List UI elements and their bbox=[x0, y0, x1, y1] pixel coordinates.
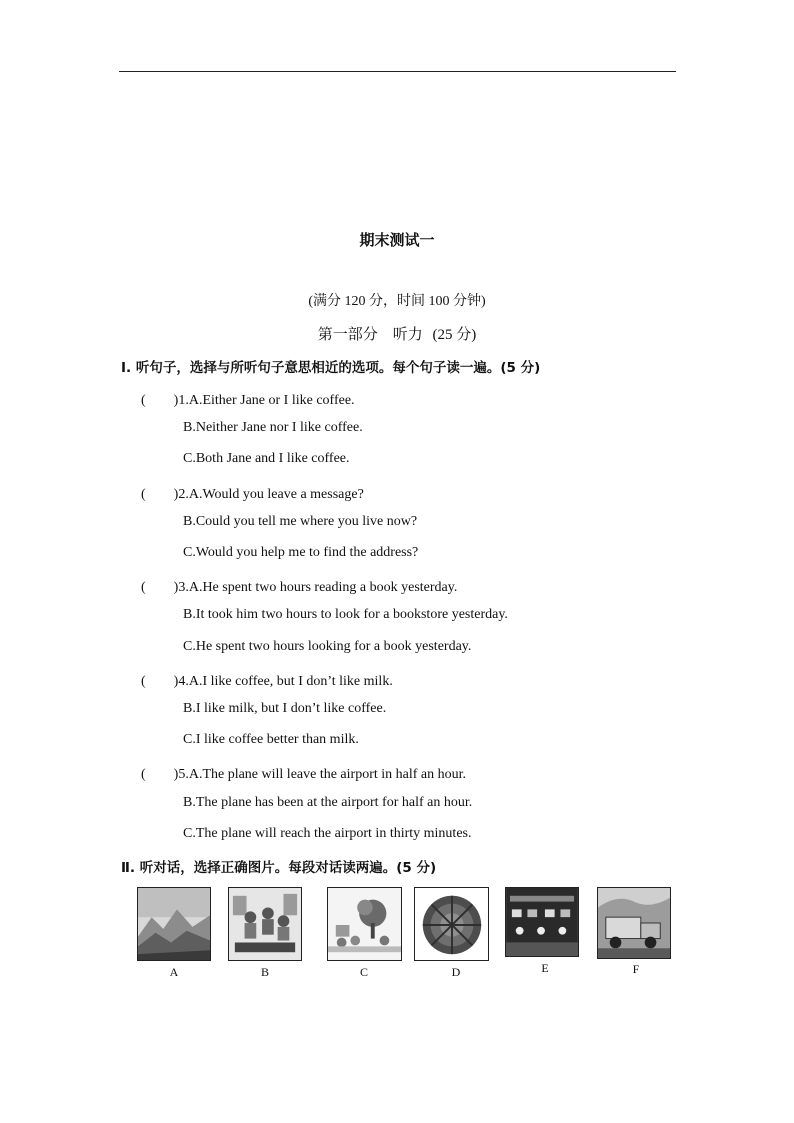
children-playing-picture[interactable] bbox=[228, 887, 302, 961]
question-3 bbox=[141, 576, 457, 596]
globe-plant-picture[interactable] bbox=[414, 887, 489, 961]
question-1 bbox=[141, 389, 355, 409]
truck-picture[interactable] bbox=[597, 887, 671, 959]
part-title: 第一部分 听力 bbox=[317, 325, 423, 343]
picture-label-f: F bbox=[632, 962, 640, 976]
section2-heading: Ⅱ. 听对话，选择正确图片。每段对话读两遍。(5 分) bbox=[121, 860, 437, 876]
question-4 bbox=[141, 670, 393, 690]
picture-label-e: E bbox=[541, 961, 549, 975]
answer-blank[interactable]: ( )1. bbox=[141, 393, 189, 408]
answer-blank[interactable]: ( )4. bbox=[141, 674, 189, 689]
option-a: A.The plane will leave the airport in half an hour. bbox=[188, 767, 467, 782]
option-b: B.It took him two hours to look for a bookstore yesterday. bbox=[183, 607, 508, 622]
option-b: B.The plane has been at the airport for half an hour. bbox=[183, 795, 473, 810]
night-street-picture[interactable] bbox=[505, 887, 579, 957]
option-c: C.Both Jane and I like coffee. bbox=[183, 451, 350, 466]
option-b: B.I like milk, but I don’t like coffee. bbox=[183, 701, 387, 716]
page-title: 期末测试一 bbox=[359, 231, 435, 249]
answer-blank[interactable]: ( )3. bbox=[141, 580, 189, 595]
picture-label-a: A bbox=[169, 965, 179, 979]
option-b: B.Neither Jane nor I like coffee. bbox=[183, 420, 363, 435]
answer-blank[interactable]: ( )5. bbox=[141, 767, 189, 782]
option-c: C.The plane will reach the airport in thirty minutes. bbox=[183, 826, 472, 841]
option-c: C.He spent two hours looking for a book yesterday. bbox=[183, 639, 472, 654]
picture-label-b: B bbox=[260, 965, 269, 979]
picture-label-c: C bbox=[359, 965, 368, 979]
option-a: A.He spent two hours reading a book yesterday. bbox=[188, 580, 458, 595]
part-score: (25 分) bbox=[432, 327, 477, 343]
question-5 bbox=[141, 763, 466, 783]
question-2 bbox=[141, 483, 364, 503]
mountains-picture[interactable] bbox=[137, 887, 211, 961]
option-a: A.I like coffee, but I don’t like milk. bbox=[188, 674, 393, 689]
option-c: C.I like coffee better than milk. bbox=[183, 732, 359, 747]
score-info: (满分 120 分，时间 100 分钟) bbox=[308, 294, 486, 309]
option-b: B.Could you tell me where you live now? bbox=[183, 514, 418, 529]
option-a: A.Either Jane or I like coffee. bbox=[188, 393, 355, 408]
header-rule bbox=[119, 71, 676, 72]
option-a: A.Would you leave a message? bbox=[188, 487, 364, 502]
answer-blank[interactable]: ( )2. bbox=[141, 487, 189, 502]
picture-label-d: D bbox=[451, 965, 461, 979]
garden-tree-picture[interactable] bbox=[327, 887, 402, 961]
option-c: C.Would you help me to find the address? bbox=[183, 545, 419, 560]
part-heading bbox=[0, 323, 794, 344]
section1-heading: Ⅰ. 听句子，选择与所听句子意思相近的选项。每个句子读一遍。(5 分) bbox=[121, 360, 541, 376]
